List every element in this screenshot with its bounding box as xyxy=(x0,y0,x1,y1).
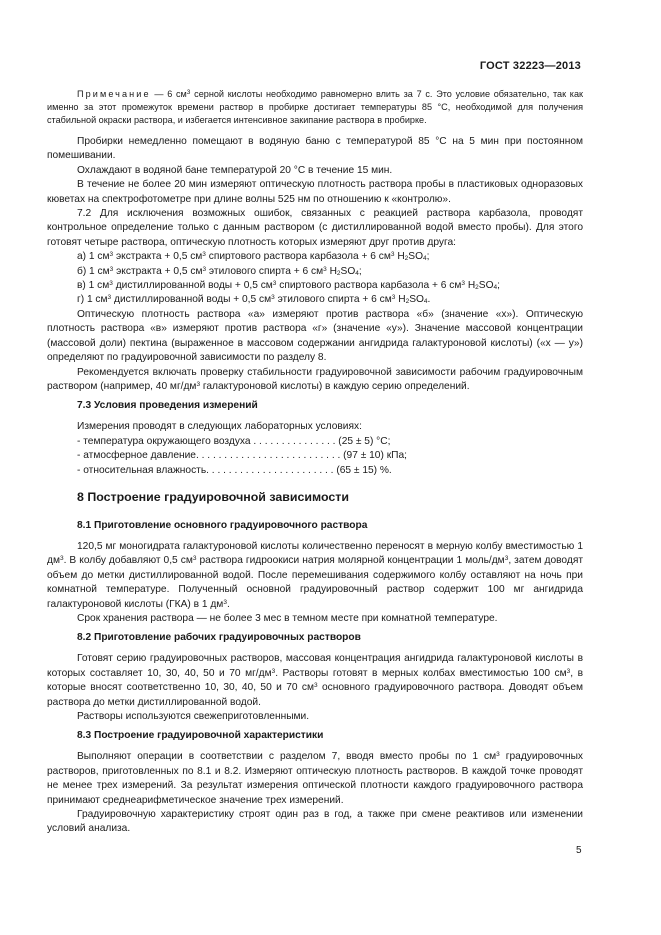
paragraph-measure: В течение не более 20 мин измеряют оптическую плотность раствора пробы в пластиковых одноразовых кюветах на спектрофотометре при длине волны 525 нм по отношению к «контролю». xyxy=(47,179,583,205)
paragraph-optical-density: Оптическую плотность раствора «а» измеряют против раствора «б» (значение «х»). Оптическую плотность раствора «в» измеряют против раствора «г» (значение «у»). Значение массовой концентрации (массовой доли) пектина (выраженное в массовом содержании ангидрида галактуроновой кислоты) («х — у») определяют по градуировочной зависимости по разделу 8. xyxy=(47,308,583,364)
solution-item-b: б) 1 $см^3$ экстракта + 0,5 $см^3$ этилового спирта + 6 $см^3$ $H_2SO_4$; xyxy=(77,265,362,277)
page-content xyxy=(47,88,583,837)
paragraph-8-3-main: Выполняют операции в соответствии с разделом 7, вводя вместо пробы по 1 $см^3$ градуировочных растворов, приготовленных по 8.1 и 8.2. Измеряют оптическую плотность растворов. В каждой точке проводят не менее трех измерений. За результат измерения оптической плотности каждого градуировочного раствора принимают среднеарифметическое значение трех измерений. xyxy=(47,751,584,806)
page-number: 5 xyxy=(576,845,582,856)
paragraph-cool: Охлаждают в водяной бане температурой 20 °С в течение 15 мин. xyxy=(77,164,393,176)
document-header: ГОСТ 32223—2013 xyxy=(479,60,581,72)
paragraph-test-tubes: Пробирки немедленно помещают в водяную баню с температурой 85 °С на 5 мин при постоянном помешивании. xyxy=(47,136,583,162)
paragraph-8-1-main: 120,5 мг моногидрата галактуроновой кислоты количественно переносят в мерную колбу вместимостью 1 $дм^3$. В колбу добавляют 0,5 $см^3$ раствора гидроокиси натрия молярной концентрации 1 моль/$дм^3$, затем доводят объем до метки дистиллированной водой. После перемешивания содержимого колбу оставляют на ночь при комнатной температуре. Полученный основной градуировочный раствор содержит 100 мг ангидрида галактуроновой кислоты (ГКА) в 1 $дм^3$. xyxy=(47,540,583,610)
condition-item-pressure: - атмосферное давление. . . . . . . . . . . . . . . . . . . . . . . . . . (97 ± 10) кПа; xyxy=(77,450,407,462)
condition-item-temperature: - температура окружающего воздуха . . . . . . . . . . . . . . . (25 ± 5) °С; xyxy=(77,435,391,447)
subsection-title-8-1: 8.1 Приготовление основного градуировочного раствора xyxy=(77,519,368,531)
paragraph-recommendation: Рекомендуется включать проверку стабильности градуировочной зависимости рабочим градуировочным раствором (например, 40 $мг/дм^3$ галактуроновой кислоты) в каждую серию определений. xyxy=(47,366,583,392)
paragraph-8-1-storage: Срок хранения раствора — не более 3 мес в темном месте при комнатной температуре. xyxy=(77,612,498,624)
paragraph-8-2-main: Готовят серию градуировочных растворов, массовая концентрация ангидрида галактуроновой кислоты в которых составляет 10, 30, 40, 50 и 70 $мг/дм^3$. Растворы готовят в мерных колбах вместимостью 100 $см^3$, в которые вносят соответственно 10, 30, 40, 50 и 70 $см^3$ основного градуировочного раствора. Доводят объем раствора до метки дистиллированной водой. xyxy=(47,653,583,708)
note-paragraph: Примечание — 6 $см^3$ серной кислоты необходимо равномерно влить за 7 с. Это условие обязательно, так как именно за этот промежуток времени раствор в пробирке достигает температуры 85 °С, необходимой для получения стабильной окраски раствора, и избегается интенсивное закипание раствора в пробирке. xyxy=(47,89,584,125)
subsection-title-7-3: 7.3 Условия проведения измерений xyxy=(77,400,258,412)
paragraph-8-3-annual: Градуировочную характеристику строят один раз в год, а также при смене реактивов или изменении условий анализа. xyxy=(47,809,583,835)
conditions-intro: Измерения проводят в следующих лабораторных условиях: xyxy=(77,421,362,433)
paragraph-8-2-fresh: Растворы используются свежеприготовленными. xyxy=(77,711,310,722)
condition-item-humidity: - относительная влажность. . . . . . . . . . . . . . . . . . . . . . . (65 ± 15) %. xyxy=(77,464,392,476)
solution-item-g: г) 1 $см^3$ дистиллированной воды + 0,5 $см^3$ этилового спирта + 6 $см^3$ $H_2SO_4$. xyxy=(77,294,431,306)
note-label: Примечание xyxy=(77,89,151,99)
section-title-8: 8 Построение градуировочной зависимости xyxy=(77,489,349,504)
subsection-title-8-3: 8.3 Построение градуировочной характеристики xyxy=(77,730,324,742)
paragraph-7-2: 7.2 Для исключения возможных ошибок, связанных с реакцией раствора карбазола, проводят контрольное определение только с данным раствором (с дистиллированной водой вместо пробы). Для этого готовят четыре раствора, оптическую плотность которых измеряют друг против друга: xyxy=(47,208,583,248)
solution-item-a: а) 1 $см^3$ экстракта + 0,5 $см^3$ спиртового раствора карбазола + 6 $см^3$ $H_2SO_4$; xyxy=(77,251,430,263)
subsection-title-8-2: 8.2 Приготовление рабочих градуировочных растворов xyxy=(77,632,361,644)
solution-item-v: в) 1 $см^3$ дистиллированной воды + 0,5 $см^3$ спиртового раствора карбазола + 6 $см^3$ $H_2SO_4$; xyxy=(77,280,500,292)
